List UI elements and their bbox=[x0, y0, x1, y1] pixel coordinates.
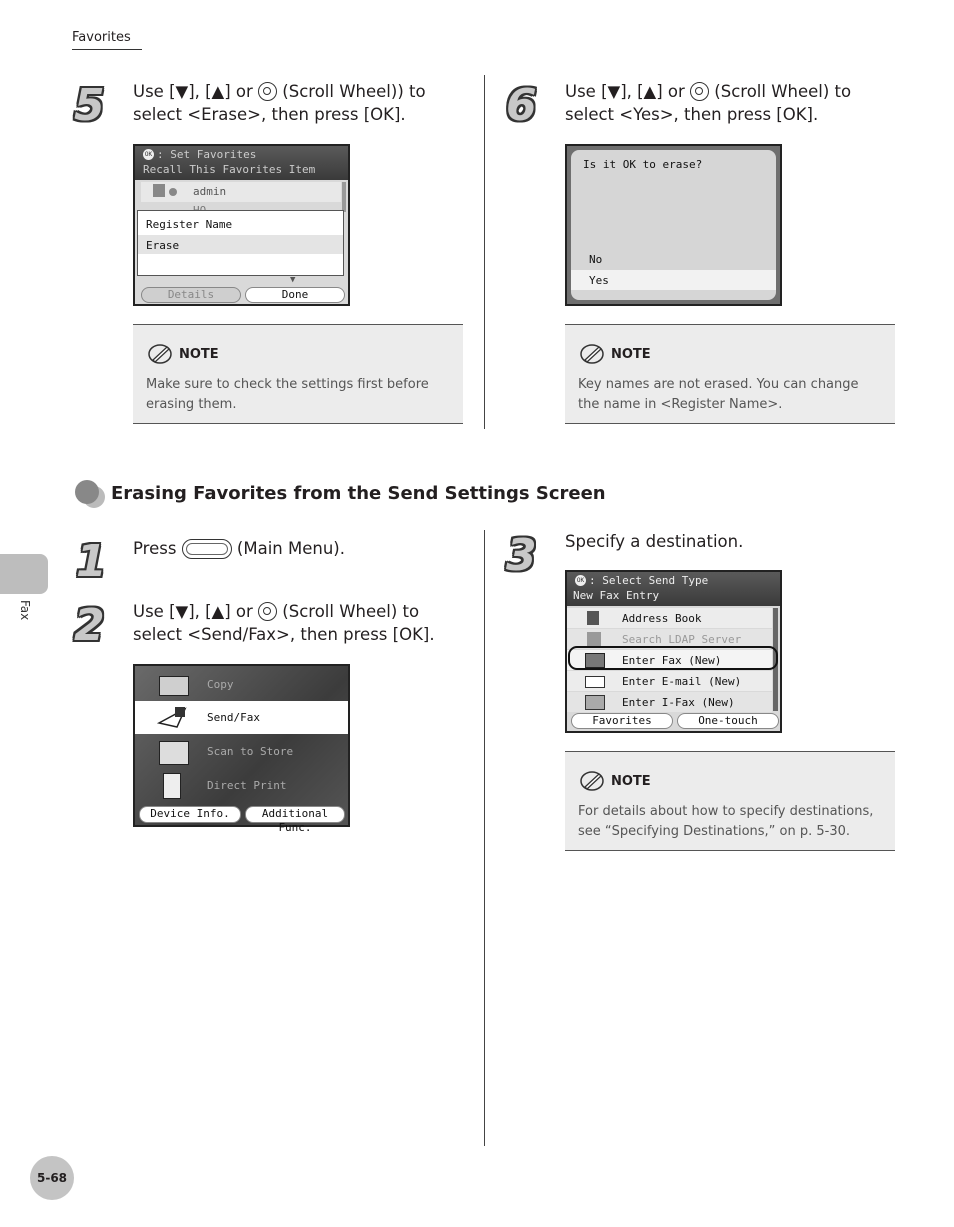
lcd-screen-confirm-erase bbox=[565, 144, 782, 306]
scrollbar[interactable] bbox=[342, 182, 346, 212]
one-touch-button[interactable]: One-touch bbox=[677, 713, 779, 729]
menu-item-copy[interactable] bbox=[135, 668, 348, 701]
scroll-wheel-icon bbox=[690, 82, 709, 101]
popup-item-label: Erase bbox=[146, 239, 180, 252]
section-title: Erasing Favorites from the Send Settings Screen bbox=[111, 483, 606, 504]
ldap-server-icon bbox=[587, 632, 601, 646]
instruction-text: Use [▼], [▲] or bbox=[133, 82, 259, 101]
menu-item-scan-to-store[interactable] bbox=[135, 735, 348, 768]
option-label: No bbox=[589, 253, 603, 266]
note-pencil-icon bbox=[147, 343, 173, 365]
menu-item-label: Send/Fax bbox=[207, 711, 260, 724]
note-title: NOTE bbox=[611, 346, 651, 362]
step-instruction bbox=[133, 537, 463, 560]
option-label: Yes bbox=[589, 274, 609, 287]
additional-func-button[interactable]: Additional Func. bbox=[245, 806, 345, 823]
note-body: Key names are not erased. You can change the name in <Register Name>. bbox=[578, 377, 859, 412]
send-type-enter-ifax[interactable] bbox=[567, 692, 772, 712]
pointer-triangle-icon: ▼ bbox=[290, 275, 296, 285]
direct-print-icon bbox=[163, 773, 181, 799]
screen-title-bar bbox=[567, 572, 780, 606]
scroll-wheel-icon bbox=[258, 82, 277, 101]
list-item-label: admin bbox=[193, 185, 227, 198]
page-number: 5-68 bbox=[30, 1156, 74, 1200]
list-item[interactable] bbox=[141, 182, 341, 202]
step-instruction: Specify a destination. bbox=[565, 532, 744, 551]
ifax-icon bbox=[585, 695, 605, 710]
step-instruction bbox=[133, 80, 463, 126]
send-type-label: Enter I-Fax (New) bbox=[622, 696, 735, 709]
column-divider-top bbox=[484, 75, 485, 429]
note-pencil-icon bbox=[579, 770, 605, 792]
note-body: For details about how to specify destinations, see “Specifying Destinations,” on p. 5-30. bbox=[578, 804, 874, 839]
scanner-icon bbox=[159, 741, 189, 765]
chapter-tab-label: Fax bbox=[18, 600, 32, 621]
note-box bbox=[133, 324, 463, 424]
instruction-text: (Main Menu). bbox=[231, 539, 345, 558]
ok-icon: OK bbox=[144, 151, 153, 158]
popup-menu bbox=[137, 210, 344, 276]
note-heading bbox=[579, 770, 651, 792]
screen-title-bar bbox=[135, 146, 348, 180]
menu-item-label: Direct Print bbox=[207, 779, 287, 792]
lcd-screen-set-favorites bbox=[133, 144, 350, 306]
details-button[interactable]: Details bbox=[141, 287, 241, 303]
column-divider-bottom bbox=[484, 530, 485, 1146]
popup-item-label: Register Name bbox=[146, 218, 233, 231]
note-heading bbox=[579, 343, 651, 365]
step-number: 6 bbox=[506, 80, 535, 131]
done-button[interactable]: Done bbox=[245, 287, 345, 303]
instruction-text: (Scroll Wheel) to select <Yes>, then press [OK]. bbox=[565, 82, 852, 124]
header-rule bbox=[72, 49, 142, 50]
lcd-screen-select-send-type bbox=[565, 570, 782, 733]
instruction-text: Press bbox=[133, 539, 182, 558]
screen-subtitle: Recall This Favorites Item bbox=[143, 163, 316, 176]
screen-title: : Select Send Type bbox=[589, 574, 709, 587]
send-type-enter-email[interactable] bbox=[567, 671, 772, 691]
favorites-button[interactable]: Favorites bbox=[571, 713, 673, 729]
note-box bbox=[565, 324, 895, 424]
note-box bbox=[565, 751, 895, 851]
instruction-text: Use [▼], [▲] or bbox=[133, 602, 259, 621]
note-pencil-icon bbox=[579, 343, 605, 365]
step-number: 2 bbox=[74, 600, 103, 651]
document-icon bbox=[153, 184, 165, 197]
note-body: Make sure to check the settings first before erasing them. bbox=[146, 377, 429, 412]
step-instruction bbox=[565, 80, 905, 126]
note-heading bbox=[147, 343, 219, 365]
highlight-ring bbox=[568, 646, 778, 670]
screen-subtitle: New Fax Entry bbox=[573, 589, 660, 602]
option-yes[interactable] bbox=[571, 270, 776, 290]
menu-item-send-fax[interactable] bbox=[135, 701, 348, 734]
popup-item-erase[interactable] bbox=[138, 235, 343, 254]
device-info-button[interactable]: Device Info. bbox=[139, 806, 241, 823]
dot-icon bbox=[169, 188, 177, 196]
note-title: NOTE bbox=[179, 346, 219, 362]
note-title: NOTE bbox=[611, 773, 651, 789]
send-type-label: Search LDAP Server bbox=[622, 633, 742, 646]
popup-item-register-name[interactable] bbox=[138, 213, 343, 233]
step-number: 1 bbox=[76, 536, 105, 587]
section-bullet-icon bbox=[75, 480, 107, 508]
screen-title: : Set Favorites bbox=[157, 148, 257, 161]
ok-icon: OK bbox=[576, 577, 585, 584]
instruction-text: (Scroll Wheel)) to select <Erase>, then press [OK]. bbox=[133, 82, 426, 124]
main-menu-key-icon bbox=[182, 539, 232, 559]
send-fax-icon bbox=[157, 705, 187, 731]
instruction-text: (Scroll Wheel) to select <Send/Fax>, then press [OK]. bbox=[133, 602, 435, 644]
dialog-panel bbox=[571, 150, 776, 300]
send-type-address-book[interactable] bbox=[567, 608, 772, 628]
option-no[interactable] bbox=[571, 249, 776, 269]
chapter-tab bbox=[0, 554, 48, 594]
menu-item-label: Scan to Store bbox=[207, 745, 294, 758]
send-type-label: Address Book bbox=[622, 612, 702, 625]
lcd-screen-main-menu bbox=[133, 664, 350, 834]
copy-icon bbox=[159, 676, 189, 696]
dialog-question: Is it OK to erase? bbox=[583, 158, 703, 171]
menu-item-label: Copy bbox=[207, 678, 234, 691]
send-type-label: Enter E-mail (New) bbox=[622, 675, 742, 688]
step-number: 3 bbox=[506, 530, 535, 581]
step-instruction bbox=[133, 600, 473, 646]
send-type-label: Enter Fax (New) bbox=[622, 654, 722, 667]
email-icon bbox=[585, 676, 605, 688]
menu-item-direct-print[interactable] bbox=[135, 769, 348, 802]
scroll-wheel-icon bbox=[258, 602, 277, 621]
running-header: Favorites bbox=[72, 30, 131, 45]
instruction-text: Use [▼], [▲] or bbox=[565, 82, 691, 101]
address-book-icon bbox=[587, 611, 599, 625]
step-number: 5 bbox=[74, 80, 103, 131]
